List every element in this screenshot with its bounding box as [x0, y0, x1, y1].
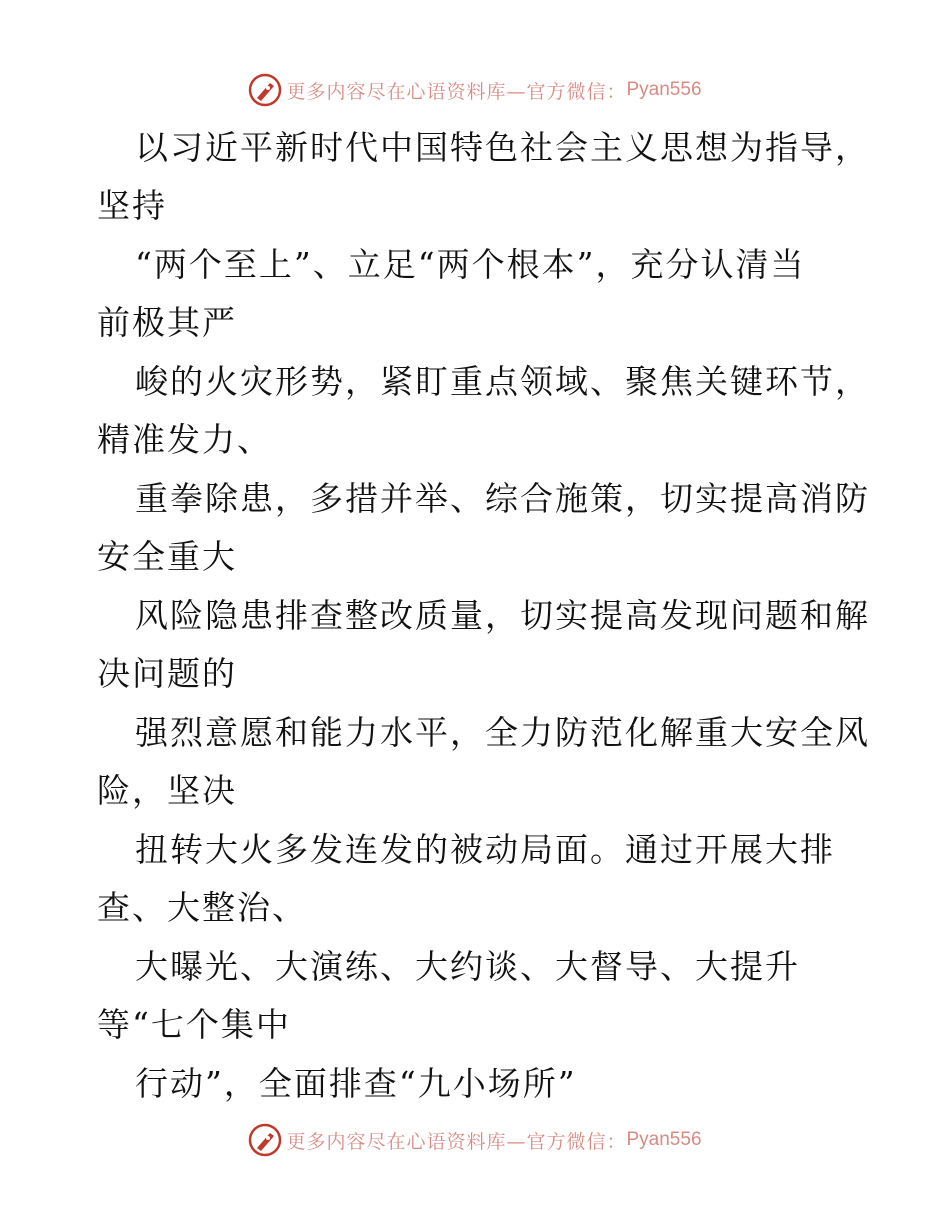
watermark-wechat-id: Pyan556: [626, 1129, 702, 1150]
text-line: 以习近平新时代中国特色社会主义思想为指导，: [135, 128, 870, 167]
text-line: 等“七个集中: [97, 1005, 291, 1044]
text-line: 峻的火灾形势，紧盯重点领域、聚焦关键环节，: [135, 362, 870, 401]
text-line: 坚持: [97, 186, 167, 225]
text-line: 重拳除患，多措并举、综合施策，切实提高消防: [135, 479, 870, 518]
text-line: 决问题的: [97, 654, 237, 693]
text-line: 安全重大: [97, 537, 237, 576]
text-line: 险，坚决: [97, 771, 237, 810]
text-line: 风险隐患排查整改质量，切实提高发现问题和解: [135, 596, 870, 635]
watermark-text: 更多内容尽在心语资料库—官方微信：: [286, 80, 627, 103]
watermark-wechat-id: Pyan556: [626, 79, 702, 100]
text-line: “两个至上”、立足“两个根本”，充分认清当: [135, 245, 806, 284]
watermark-text: 更多内容尽在心语资料库—官方微信：: [286, 1130, 627, 1153]
header-watermark: [0, 70, 950, 110]
pen-nib-logo-icon: [248, 1123, 282, 1157]
text-line: 前极其严: [97, 303, 237, 342]
text-line: 强烈意愿和能力水平，全力防范化解重大安全风: [135, 713, 870, 752]
text-line: 精准发力、: [97, 420, 272, 459]
text-line: 查、大整治、: [97, 888, 307, 927]
text-line: 扭转大火多发连发的被动局面。通过开展大排: [135, 830, 835, 869]
pen-nib-logo-icon: [248, 73, 282, 107]
text-line: 行动”，全面排查“九小场所”: [135, 1064, 577, 1103]
footer-watermark: [0, 1120, 950, 1160]
text-line: 大曝光、大演练、大约谈、大督导、大提升: [135, 947, 800, 986]
